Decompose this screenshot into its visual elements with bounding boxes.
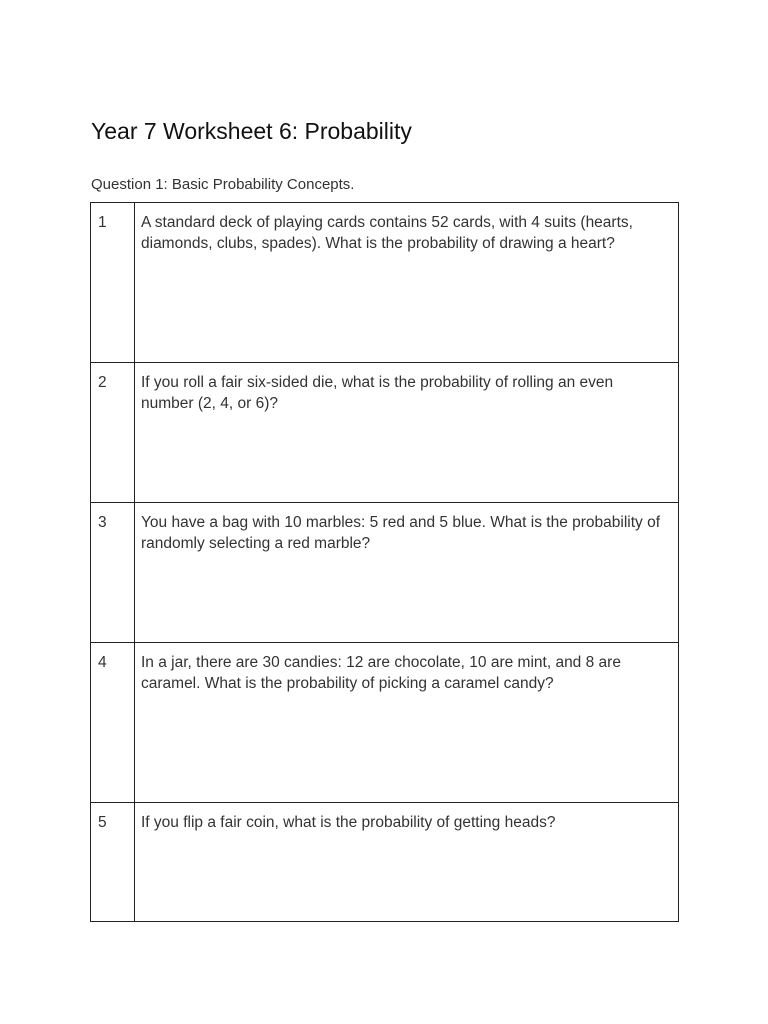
table-row [91,363,679,503]
table-row [91,643,679,803]
question-number: 3 [98,514,107,531]
table-row [91,503,679,643]
table-row [91,203,679,363]
question-text: If you roll a fair six-sided die, what is the probability of rolling an even number (2, 4, or 6)? [141,374,614,412]
question-text-cell[interactable] [135,363,679,503]
question-number-cell [91,363,135,503]
table-row [91,803,679,922]
question-text: In a jar, there are 30 candies: 12 are chocolate, 10 are mint, and 8 are caramel. What is the probability of picking a caramel candy? [141,654,621,692]
question-number-cell [91,503,135,643]
question-text-cell[interactable] [135,643,679,803]
question-text: You have a bag with 10 marbles: 5 red and 5 blue. What is the probability of randomly selecting a red marble? [141,514,661,552]
page-title: Year 7 Worksheet 6: Probability [91,118,412,144]
question-number-cell [91,803,135,922]
question-text-cell[interactable] [135,503,679,643]
question-text-cell[interactable] [135,203,679,363]
question-number-cell [91,643,135,803]
question-text: If you flip a fair coin, what is the probability of getting heads? [141,814,556,831]
question-number: 5 [98,814,107,831]
question-text-cell[interactable] [135,803,679,922]
questions-table [90,202,679,922]
question-number: 1 [98,214,107,231]
question-number: 2 [98,374,107,391]
question-number-cell [91,203,135,363]
question-number: 4 [98,654,107,671]
question-heading: Question 1: Basic Probability Concepts. [91,176,355,193]
question-text: A standard deck of playing cards contains 52 cards, with 4 suits (hearts, diamonds, clubs, spades). What is the probability of drawing a heart? [141,214,633,252]
